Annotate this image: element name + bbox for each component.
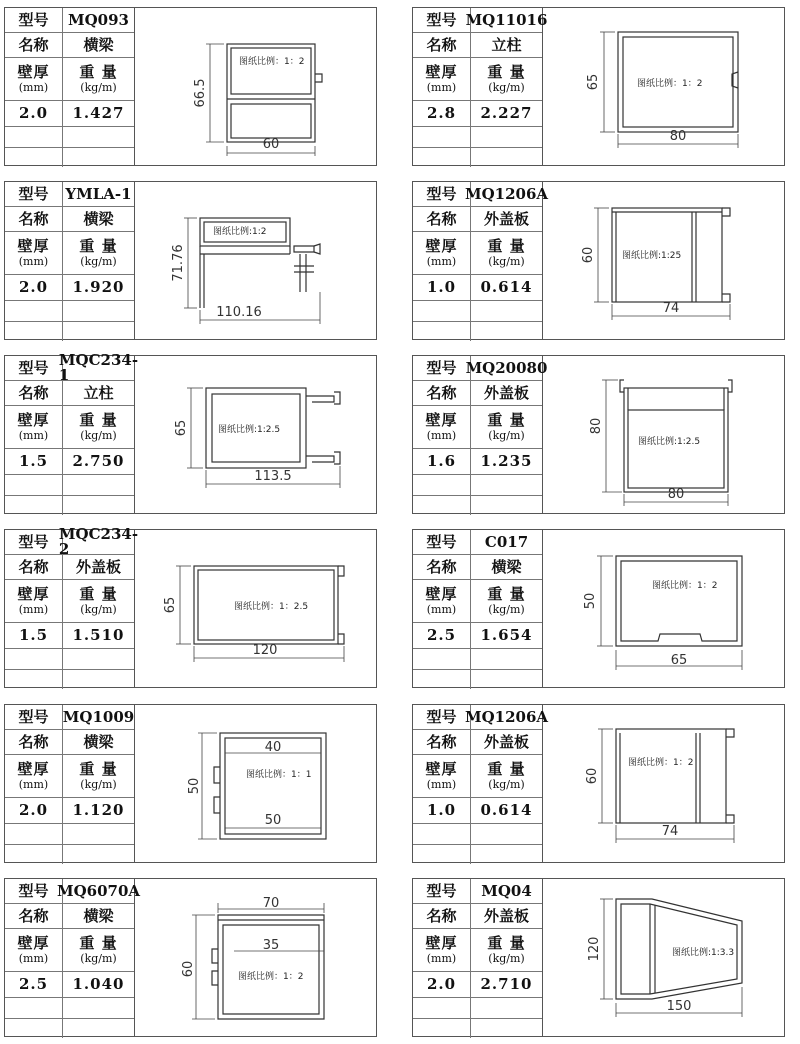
empty-cell (63, 127, 134, 148)
dim-bottom: 50 (264, 813, 282, 828)
empty-cell (413, 301, 471, 322)
wall-thickness-header (5, 580, 63, 623)
weight-header (63, 232, 134, 275)
weight-label: 重 量 (79, 237, 118, 255)
dim-width: 80 (669, 129, 687, 144)
weight-value: 1.427 (63, 101, 134, 127)
name-label: 名称 (413, 33, 471, 58)
weight-label: 重 量 (79, 411, 118, 429)
profile-drawing (542, 705, 786, 864)
scale-note: 图纸比例:1:2 (213, 227, 267, 237)
scale-note: 图纸比例：1：2 (652, 581, 718, 591)
wall-label: 壁厚 (425, 63, 458, 81)
dim-height: 50 (583, 592, 598, 610)
model-label: 型号 (5, 530, 63, 555)
empty-cell (413, 670, 471, 689)
wall-thickness-header (5, 929, 63, 972)
weight-unit: (kg/m) (80, 603, 117, 616)
profile-drawing (134, 879, 378, 1038)
empty-cell (471, 475, 542, 496)
weight-unit: (kg/m) (80, 255, 117, 268)
weight-label: 重 量 (487, 585, 526, 603)
weight-label: 重 量 (79, 585, 118, 603)
empty-cell (63, 322, 134, 341)
model-label: 型号 (413, 530, 471, 555)
scale-note: 图纸比例：1：2 (637, 79, 703, 89)
weight-label: 重 量 (79, 63, 118, 81)
name-value: 外盖板 (471, 207, 542, 232)
dim-width: 60 (262, 137, 280, 152)
empty-cell (63, 824, 134, 845)
wall-unit: (mm) (426, 778, 457, 791)
profile-card (4, 704, 377, 863)
weight-label: 重 量 (487, 63, 526, 81)
name-value: 立柱 (471, 33, 542, 58)
empty-cell (5, 301, 63, 322)
wall-label: 壁厚 (425, 585, 458, 603)
scale-note: 图纸比例：1：2 (628, 758, 694, 768)
weight-value: 0.614 (471, 798, 542, 824)
wall-label: 壁厚 (17, 237, 50, 255)
weight-unit: (kg/m) (488, 778, 525, 791)
empty-cell (5, 1019, 63, 1038)
weight-unit: (kg/m) (80, 952, 117, 965)
weight-unit: (kg/m) (488, 81, 525, 94)
empty-cell (63, 148, 134, 167)
name-label: 名称 (5, 207, 63, 232)
empty-cell (413, 148, 471, 167)
scale-note: 图纸比例：1：1 (246, 770, 312, 780)
dim-inner: 35 (262, 938, 280, 953)
dim-width: 74 (662, 301, 680, 316)
weight-unit: (kg/m) (80, 778, 117, 791)
dim-height: 60 (581, 246, 596, 264)
dim-height: 66.5 (193, 78, 208, 108)
model-label: 型号 (5, 879, 63, 904)
wall-label: 壁厚 (425, 237, 458, 255)
wall-label: 壁厚 (425, 934, 458, 952)
wall-label: 壁厚 (425, 411, 458, 429)
empty-cell (471, 322, 542, 341)
dim-height: 65 (174, 419, 189, 437)
wall-thickness-header (413, 755, 471, 798)
empty-cell (63, 998, 134, 1019)
profile-card (4, 351, 377, 514)
weight-label: 重 量 (487, 237, 526, 255)
empty-cell (63, 670, 134, 689)
weight-unit: (kg/m) (80, 81, 117, 94)
wall-thickness-header (413, 406, 471, 449)
name-value: 横梁 (63, 904, 134, 929)
model-value: MQ11016 (471, 8, 542, 33)
empty-cell (5, 649, 63, 670)
name-label: 名称 (413, 904, 471, 929)
profile-section-diagram (542, 705, 786, 864)
model-value: C017 (471, 530, 542, 555)
empty-cell (63, 649, 134, 670)
dim-height: 80 (589, 417, 604, 435)
name-value: 外盖板 (63, 555, 134, 580)
empty-cell (471, 998, 542, 1019)
wall-unit: (mm) (426, 952, 457, 965)
empty-cell (5, 824, 63, 845)
spec-table (413, 182, 549, 339)
empty-cell (413, 824, 471, 845)
empty-cell (63, 301, 134, 322)
wall-thickness-header (413, 58, 471, 101)
profile-section-diagram (542, 530, 786, 689)
profile-drawing (542, 182, 786, 341)
spec-table (5, 351, 139, 513)
weight-unit: (kg/m) (488, 429, 525, 442)
spec-table (413, 879, 543, 1036)
empty-cell (471, 301, 542, 322)
name-value: 立柱 (63, 381, 134, 406)
name-label: 名称 (5, 730, 63, 755)
weight-label: 重 量 (79, 760, 118, 778)
dim-top: 40 (264, 740, 282, 755)
dim-height: 65 (163, 596, 178, 614)
profile-section-diagram (542, 879, 786, 1038)
empty-cell (413, 1019, 471, 1038)
empty-cell (63, 845, 134, 864)
profile-drawing (542, 530, 786, 689)
name-value: 横梁 (63, 207, 134, 232)
model-label: 型号 (413, 356, 471, 381)
weight-value: 1.120 (63, 798, 134, 824)
weight-value: 2.227 (471, 101, 542, 127)
name-label: 名称 (5, 381, 63, 406)
profile-section-diagram (134, 8, 378, 167)
wall-label: 壁厚 (17, 63, 50, 81)
profile-drawing (134, 705, 378, 864)
spec-table (5, 182, 135, 339)
profile-card (412, 529, 785, 688)
model-label: 型号 (5, 705, 63, 730)
weight-header (471, 406, 542, 449)
weight-header (471, 580, 542, 623)
weight-value: 1.920 (63, 275, 134, 301)
empty-cell (471, 1019, 542, 1038)
model-value: MQ6070A (63, 879, 134, 904)
wall-thickness-header (413, 232, 471, 275)
name-label: 名称 (413, 381, 471, 406)
wall-label: 壁厚 (17, 760, 50, 778)
model-value: YMLA-1 (63, 182, 134, 207)
scale-note: 图纸比例:1:25 (622, 251, 682, 261)
profile-drawing (134, 530, 378, 689)
empty-cell (471, 824, 542, 845)
weight-value: 1.235 (471, 449, 542, 475)
profile-card (412, 181, 785, 340)
dim-height: 60 (181, 960, 196, 978)
wall-thickness-header (413, 929, 471, 972)
empty-cell (5, 322, 63, 341)
scale-note: 图纸比例：1：2.5 (234, 602, 309, 612)
dim-height: 50 (187, 777, 202, 795)
dim-top: 70 (262, 896, 280, 911)
thickness-value: 2.5 (413, 623, 471, 649)
scale-note: 图纸比例：1：2 (239, 57, 305, 67)
spec-table (413, 530, 543, 687)
wall-unit: (mm) (18, 952, 49, 965)
wall-unit: (mm) (18, 778, 49, 791)
empty-cell (413, 998, 471, 1019)
spec-table (5, 879, 141, 1036)
empty-cell (5, 496, 63, 515)
wall-unit: (mm) (426, 429, 457, 442)
wall-unit: (mm) (426, 81, 457, 94)
profile-section-diagram (542, 182, 786, 341)
empty-cell (471, 649, 542, 670)
profile-card (412, 704, 785, 863)
weight-unit: (kg/m) (488, 603, 525, 616)
empty-cell (413, 845, 471, 864)
weight-value: 1.654 (471, 623, 542, 649)
model-label: 型号 (5, 182, 63, 207)
empty-cell (5, 998, 63, 1019)
spec-table (413, 705, 549, 862)
wall-thickness-header (5, 232, 63, 275)
wall-unit: (mm) (18, 429, 49, 442)
spec-table (5, 705, 135, 862)
weight-value: 2.710 (471, 972, 542, 998)
wall-thickness-header (5, 755, 63, 798)
profile-card (4, 7, 377, 166)
profile-card (412, 878, 785, 1037)
empty-cell (5, 845, 63, 864)
dim-width: 150 (666, 999, 692, 1014)
empty-cell (471, 496, 542, 515)
thickness-value: 2.0 (413, 972, 471, 998)
wall-unit: (mm) (18, 81, 49, 94)
weight-header (63, 929, 134, 972)
wall-thickness-header (5, 406, 63, 449)
empty-cell (5, 670, 63, 689)
empty-cell (63, 475, 134, 496)
wall-label: 壁厚 (17, 585, 50, 603)
weight-header (63, 58, 134, 101)
profile-section-diagram (134, 879, 378, 1038)
model-value: MQ1009 (63, 705, 134, 730)
empty-cell (63, 496, 134, 515)
scale-note: 图纸比例：1：2 (238, 972, 304, 982)
profile-drawing (134, 182, 378, 341)
empty-cell (413, 649, 471, 670)
dim-height: 120 (587, 936, 602, 962)
wall-label: 壁厚 (17, 934, 50, 952)
spec-table (5, 525, 139, 687)
dim-width: 120 (252, 643, 278, 658)
profile-drawing (542, 8, 786, 167)
weight-header (63, 580, 134, 623)
empty-cell (413, 496, 471, 515)
weight-value: 2.750 (63, 449, 134, 475)
wall-thickness-header (5, 58, 63, 101)
wall-unit: (mm) (18, 603, 49, 616)
empty-cell (413, 322, 471, 341)
weight-label: 重 量 (487, 760, 526, 778)
name-value: 横梁 (63, 33, 134, 58)
profile-card (4, 525, 377, 688)
wall-unit: (mm) (426, 603, 457, 616)
empty-cell (413, 127, 471, 148)
empty-cell (471, 845, 542, 864)
weight-unit: (kg/m) (488, 255, 525, 268)
empty-cell (63, 1019, 134, 1038)
profile-drawing (542, 356, 786, 515)
weight-value: 1.040 (63, 972, 134, 998)
dim-width: 74 (661, 824, 679, 839)
scale-note: 图纸比例:1:2.5 (638, 437, 701, 447)
weight-header (63, 755, 134, 798)
weight-unit: (kg/m) (488, 952, 525, 965)
weight-header (471, 58, 542, 101)
model-label: 型号 (413, 879, 471, 904)
name-label: 名称 (5, 555, 63, 580)
name-label: 名称 (5, 904, 63, 929)
empty-cell (471, 670, 542, 689)
model-label: 型号 (5, 8, 63, 33)
dim-height: 60 (585, 767, 600, 785)
thickness-value: 2.0 (5, 275, 63, 301)
dim-width: 110.16 (216, 305, 262, 320)
thickness-value: 2.8 (413, 101, 471, 127)
model-value: MQ04 (471, 879, 542, 904)
profile-card (412, 355, 785, 514)
weight-header (471, 232, 542, 275)
spec-table (413, 8, 548, 165)
name-value: 横梁 (471, 555, 542, 580)
thickness-value: 1.5 (5, 623, 63, 649)
profile-card (412, 7, 785, 166)
weight-value: 1.510 (63, 623, 134, 649)
empty-cell (5, 148, 63, 167)
wall-label: 壁厚 (17, 411, 50, 429)
model-value: MQ093 (63, 8, 134, 33)
profile-section-diagram (134, 705, 378, 864)
dim-width: 113.5 (254, 469, 292, 484)
weight-label: 重 量 (487, 934, 526, 952)
weight-header (63, 406, 134, 449)
dim-height: 65 (586, 73, 601, 91)
weight-header (471, 755, 542, 798)
name-label: 名称 (413, 207, 471, 232)
dim-height: 71.76 (171, 244, 186, 282)
model-value: MQ1206A (471, 705, 542, 730)
name-label: 名称 (413, 555, 471, 580)
thickness-value: 1.0 (413, 798, 471, 824)
name-label: 名称 (413, 730, 471, 755)
name-value: 横梁 (63, 730, 134, 755)
profile-section-diagram (134, 182, 378, 341)
empty-cell (5, 475, 63, 496)
profile-drawing (134, 356, 378, 515)
model-value: MQ1206A (471, 182, 542, 207)
profile-card (4, 181, 377, 340)
dim-width: 65 (670, 653, 688, 668)
thickness-value: 1.5 (5, 449, 63, 475)
weight-value: 0.614 (471, 275, 542, 301)
empty-cell (471, 127, 542, 148)
spec-table (413, 356, 548, 513)
profile-card (4, 878, 377, 1037)
dim-width: 80 (667, 487, 685, 502)
model-label: 型号 (413, 182, 471, 207)
model-value: MQ20080 (471, 356, 542, 381)
model-label: 型号 (413, 8, 471, 33)
model-label: 型号 (5, 356, 63, 381)
name-value: 外盖板 (471, 381, 542, 406)
empty-cell (471, 148, 542, 167)
scale-note: 图纸比例:1:2.5 (218, 425, 281, 435)
empty-cell (413, 475, 471, 496)
wall-label: 壁厚 (425, 760, 458, 778)
wall-unit: (mm) (18, 255, 49, 268)
thickness-value: 1.0 (413, 275, 471, 301)
model-label: 型号 (413, 705, 471, 730)
model-value: MQC234-2 (58, 525, 139, 558)
wall-thickness-header (413, 580, 471, 623)
wall-unit: (mm) (426, 255, 457, 268)
empty-cell (5, 127, 63, 148)
profile-section-diagram (542, 356, 786, 515)
profile-section-diagram (134, 530, 378, 689)
name-value: 外盖板 (471, 904, 542, 929)
profile-drawing (134, 8, 378, 167)
name-label: 名称 (5, 33, 63, 58)
name-value: 外盖板 (471, 730, 542, 755)
weight-label: 重 量 (79, 934, 118, 952)
thickness-value: 2.0 (5, 798, 63, 824)
weight-header (471, 929, 542, 972)
weight-unit: (kg/m) (80, 429, 117, 442)
thickness-value: 2.5 (5, 972, 63, 998)
profile-drawing (542, 879, 786, 1038)
profile-section-diagram (134, 356, 378, 515)
weight-label: 重 量 (487, 411, 526, 429)
thickness-value: 2.0 (5, 101, 63, 127)
spec-table (5, 8, 135, 165)
thickness-value: 1.6 (413, 449, 471, 475)
scale-note: 图纸比例:1:3.3 (672, 948, 735, 958)
profile-section-diagram (542, 8, 786, 167)
model-value: MQC234-1 (58, 351, 139, 384)
